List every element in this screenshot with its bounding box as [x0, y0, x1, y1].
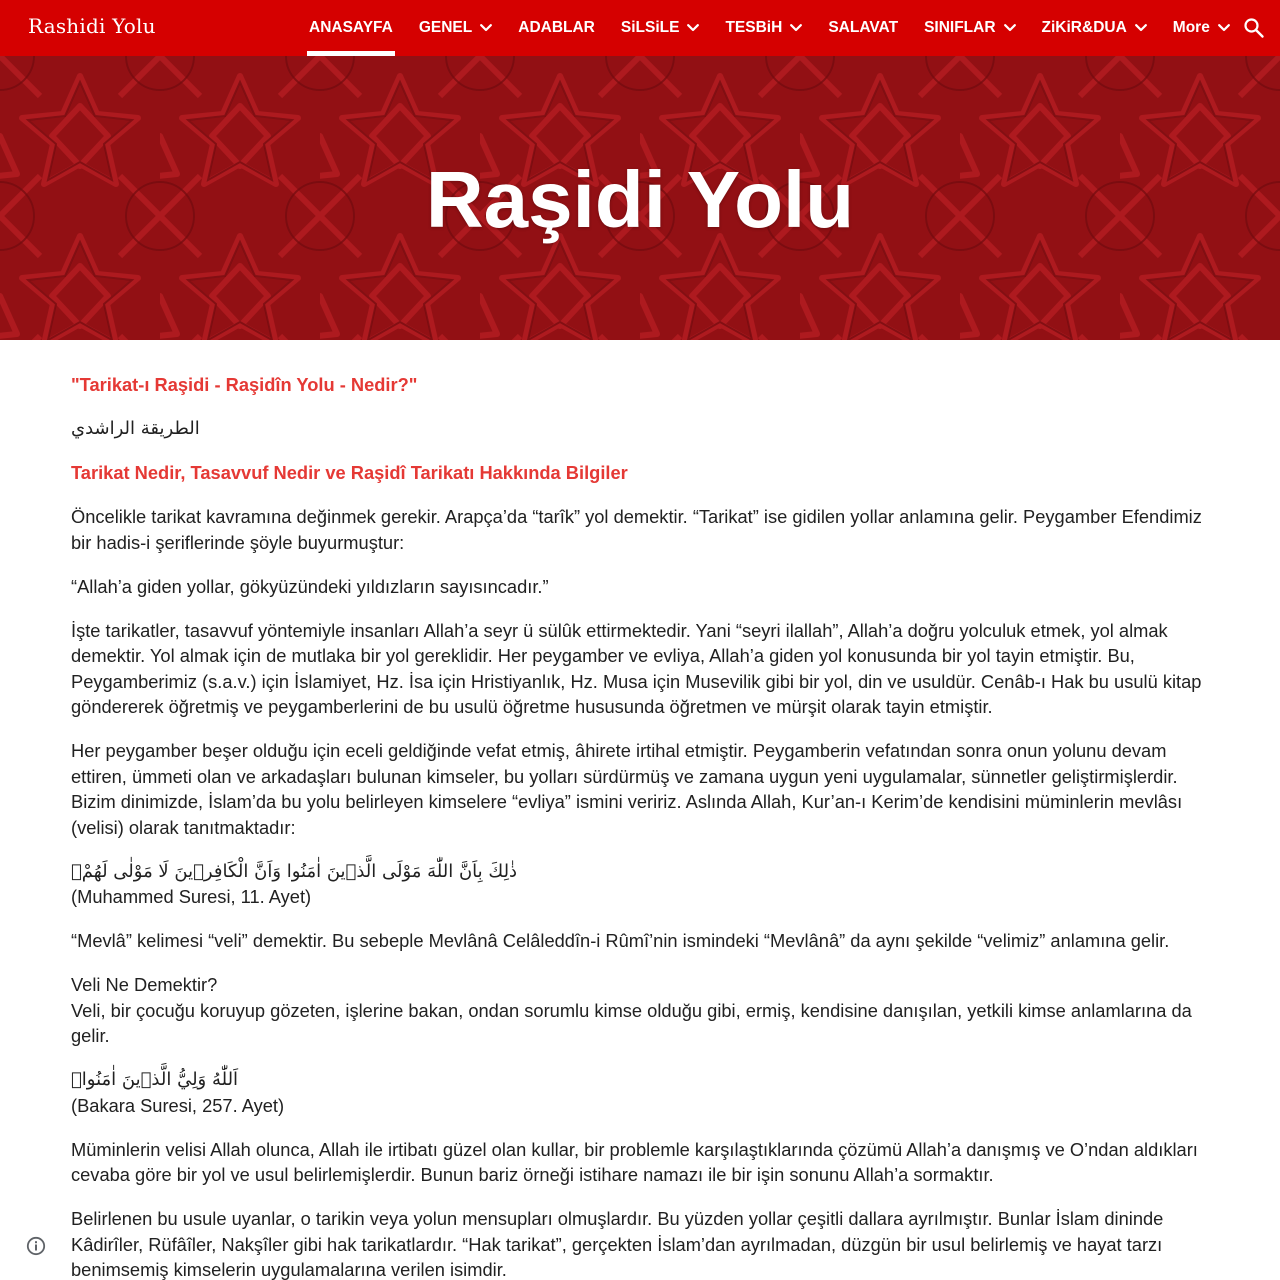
section-question: Veli Ne Demektir?: [71, 974, 218, 995]
paragraph: Belirlenen bu usule uyanlar, o tarikin veya yolun mensupları olmuşlardır. Bu yüzden yollar çeşitli dallara ayrılmıştır. Bunlar İslam dininde Kâdirîler, Rüfâîler, Nakşîler gibi hak tarikatlardır. “Hak tarikat”, gerçekten İslam’dan ayrılmadan, düzgün bir usul belirlemiş ve hayat tarzı benimsemiş kimselerin uygulamalarına verilen isimdir.: [71, 1208, 1164, 1280]
chevron-down-icon[interactable]: [687, 24, 699, 32]
nav-item-label: GENEL: [418, 19, 473, 36]
nav-item-zikir-dua[interactable]: [1029, 0, 1160, 56]
chevron-down-icon[interactable]: [1004, 24, 1016, 32]
chevron-down-icon[interactable]: [480, 24, 492, 32]
main-nav: [296, 0, 1243, 56]
article-content: [71, 372, 1211, 1280]
chevron-down-icon[interactable]: [1135, 24, 1147, 32]
nav-item-label: SALAVAT: [828, 19, 899, 36]
paragraph: Her peygamber beşer olduğu için eceli geldiğinde vefat etmiş, âhirete irtihal etmiştir. Peygamberin vefatından sonra onun yolunu devam ettiren, ümmeti olan ve arkadaşları bulunan kimseler, bu yolları sürdürmüş ve zamana uygun yeni uygulamalar, sünnetler geliştirmişlerdir. Bizim dinimizde, İslam’da bu yolu belirleyen kimselere “evliya” ismini veririz. Aslında Allah, Kur’an-ı Kerim’de kendisini müminlerin mevlâsı (velisi) olarak tanıtmaktadır:: [71, 740, 1183, 838]
verse-reference: (Muhammed Suresi, 11. Ayet): [71, 886, 312, 907]
nav-item-label: More: [1172, 19, 1210, 36]
verse-arabic: اَللّٰهُ وَلِيُّ الَّذ۪ينَ اٰمَنُوا۟: [71, 1069, 239, 1090]
nav-item-label: SiLSiLE: [620, 19, 680, 36]
paragraph: Öncelikle tarikat kavramına değinmek gerekir. Arapça’da “tarîk” yol demektir. “Tarikat” ise gidilen yollar anlamına gelir. Peygamber Efendimiz bir hadis-i şeriflerinde şöyle buyurmuştur:: [71, 506, 1202, 553]
nav-item-anasayfa[interactable]: [296, 0, 406, 56]
paragraph: Müminlerin velisi Allah olunca, Allah ile irtibatı güzel olan kullar, bir problemle karşılaştıklarında çözümü Allah’a danışmış ve O’ndan aldıkları cevaba göre bir yol ve usul belirlemişlerdir. Bunun bariz örneği istihare namazı ile bir işin sonunu Allah’a sormaktır.: [71, 1138, 1198, 1185]
verse-block: [71, 859, 1211, 910]
nav-item-salavat[interactable]: [815, 0, 911, 56]
hero-title: Raşidi Yolu: [425, 155, 855, 244]
search-icon[interactable]: [1242, 16, 1266, 40]
hero-banner: [0, 56, 1280, 340]
verse-arabic: ذٰلِكَ بِاَنَّ اللّٰهَ مَوْلَى الَّذ۪ينَ اٰمَنُوا وَاَنَّ الْكَافِر۪ينَ لَا مَوْلٰى لَهُمْ۟: [71, 860, 518, 882]
nav-item-label: ZiKiR&DUA: [1041, 19, 1127, 36]
nav-item-label: ADABLAR: [518, 19, 595, 36]
top-navigation-bar: [0, 0, 1280, 56]
nav-item-silsile[interactable]: [608, 0, 713, 56]
site-title[interactable]: Rashidi Yolu: [28, 14, 156, 38]
paragraph: Veli, bir çocuğu koruyup gözeten, işlerine bakan, ondan sorumlu kimse olduğu gibi, ermiş, kendisine danışılan, yetkili kimse anlamlarına da gelir.: [71, 999, 1192, 1046]
verse-reference: (Bakara Suresi, 257. Ayet): [71, 1094, 285, 1116]
info-icon[interactable]: [26, 1236, 46, 1256]
nav-item-more[interactable]: [1160, 0, 1243, 56]
paragraph: İşte tarikatler, tasavvuf yöntemiyle insanları Allah’a seyr ü sülûk ettirmektedir. Yani “seyri ilallah”, Allah’a doğru yolculuk etmek, yol almak demektir. Yol almak için de mutlaka bir yol gereklidir. Her peygamber ve evliya, Allah’a giden yol konusunda bir yol tayin etmiştir. Bu, Peygamberimiz (s.a.v.) için İslamiyet, Hz. İsa için Hristiyanlık, Hz. Musa için Musevilik gibi bir yol, din ve usuldür. Cenâb-ı Hak bu usulü kitap göndererek öğretmiş ve peygamberlerini de bu usulü öğretme hususunda öğretmen ve mürşit olarak tayin etmiştir.: [71, 619, 1202, 717]
nav-item-genel[interactable]: [406, 0, 505, 56]
nav-item-siniflar[interactable]: [911, 0, 1028, 56]
paragraph: “Mevlâ” kelimesi “veli” demektir. Bu sebeple Mevlânâ Celâleddîn-i Rûmî’nin ismindeki “Mevlânâ” da aynı şekilde “velimiz” anlamına gelir.: [71, 930, 1170, 951]
nav-item-label: ANASAYFA: [309, 19, 393, 36]
verse-block: [71, 1067, 1211, 1118]
nav-item-label: SINIFLAR: [924, 19, 996, 36]
nav-item-label: TESBiH: [725, 19, 783, 36]
nav-item-adablar[interactable]: [505, 0, 608, 56]
article-heading-sub: Tarikat Nedir, Tasavvuf Nedir ve Raşidî Tarikatı Hakkında Bilgiler: [71, 462, 628, 483]
hadith-quote: “Allah’a giden yollar, gökyüzündeki yıldızların sayısıncadır.”: [71, 575, 549, 597]
arabic-title: الطريقة الراشدي: [71, 418, 200, 439]
chevron-down-icon[interactable]: [1218, 24, 1230, 32]
article-heading-main: "Tarikat-ı Raşidi - Raşidîn Yolu - Nedir?": [71, 374, 418, 395]
definition-block: [71, 972, 1211, 1049]
nav-item-tesbih[interactable]: [712, 0, 815, 56]
chevron-down-icon[interactable]: [790, 24, 802, 32]
